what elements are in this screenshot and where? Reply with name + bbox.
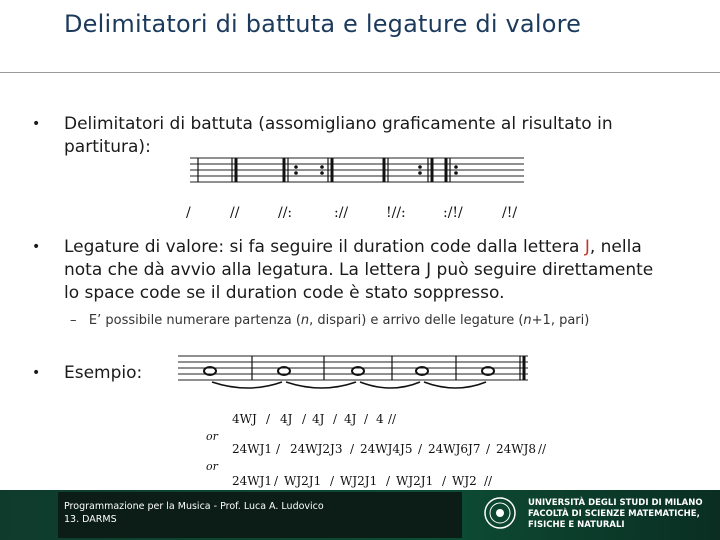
code-token: /	[302, 412, 307, 426]
code-token: 4J	[312, 412, 325, 426]
barlines-staff-image	[188, 150, 528, 190]
barline-code: /	[186, 205, 191, 221]
code-token: /	[274, 474, 279, 488]
barline-code: //	[230, 205, 240, 221]
code-token: 4J	[280, 412, 293, 426]
code-token: 24WJ1	[232, 474, 273, 488]
code-token: /	[330, 474, 335, 488]
bullet-text-line: lo space code se il duration code è stato soppresso.	[64, 283, 505, 303]
code-token: //	[484, 474, 493, 488]
barline-code: !//:	[386, 205, 406, 221]
footer-course-title: Programmazione per la Musica - Prof. Luca A. Ludovico	[64, 501, 324, 512]
university-seal-icon	[483, 496, 517, 530]
code-token: WJ2J1	[284, 474, 322, 488]
accent-letter: J	[584, 237, 590, 257]
code-token: 24WJ2J3	[290, 442, 343, 456]
bullet-dot: •	[32, 239, 41, 255]
bullet-ties	[32, 236, 704, 305]
bullet-dot: •	[32, 365, 41, 381]
or-label: or	[206, 460, 218, 473]
code-token: /	[364, 412, 369, 426]
code-token: /	[350, 442, 355, 456]
code-token: /	[276, 442, 281, 456]
bullet-text-line: Esempio:	[64, 363, 143, 383]
code-token: //	[388, 412, 397, 426]
footer-course-info	[64, 500, 324, 526]
bullet-dot: •	[32, 116, 41, 132]
code-token: /	[386, 474, 391, 488]
or-label: or	[206, 430, 218, 443]
barline-code: //:	[278, 205, 293, 221]
code-token: /	[266, 412, 271, 426]
title-divider	[0, 72, 720, 73]
code-token: /	[333, 412, 338, 426]
bullet-text-line: Legature di valore: si fa seguire il duration code dalla lettera J, nella	[64, 237, 642, 257]
barline-code: ://	[334, 205, 349, 221]
code-token: 4WJ	[232, 412, 257, 426]
code-token: 4	[376, 412, 384, 426]
code-token: 24WJ8	[496, 442, 537, 456]
bullet-text-line: Delimitatori di battuta (assomigliano graficamente al risultato in	[64, 114, 613, 134]
code-token: 4J	[344, 412, 357, 426]
barline-code: :/!/	[443, 205, 463, 221]
barline-code: /!/	[502, 205, 518, 221]
university-name: UNIVERSITÀ DEGLI STUDI DI MILANO FACOLTÀ DI SCIENZE MATEMATICHE, FISICHE E NATURALI	[528, 498, 703, 530]
code-token: WJ2J1	[340, 474, 378, 488]
code-token: 24WJ4J5	[360, 442, 413, 456]
sub-bullet: – E’ possibile numerare partenza (n, dispari) e arrivo delle legature (n+1, pari)	[70, 313, 590, 328]
code-token: //	[538, 442, 547, 456]
bullet-text-line: nota che dà avvio alla legatura. La lettera J può seguire direttamente	[64, 260, 654, 280]
bullet-text-line: partitura):	[64, 137, 151, 157]
footer-lesson-title: 13. DARMS	[64, 514, 117, 525]
code-token: WJ2J1	[396, 474, 434, 488]
code-token: 24WJ6J7	[428, 442, 481, 456]
code-token: 24WJ1	[232, 442, 273, 456]
ties-staff-image	[176, 352, 532, 398]
code-token: /	[418, 442, 423, 456]
code-token: WJ2	[452, 474, 477, 488]
code-token: /	[486, 442, 491, 456]
code-token: /	[442, 474, 447, 488]
slide-title: Delimitatori di battuta e legature di valore	[64, 10, 582, 38]
